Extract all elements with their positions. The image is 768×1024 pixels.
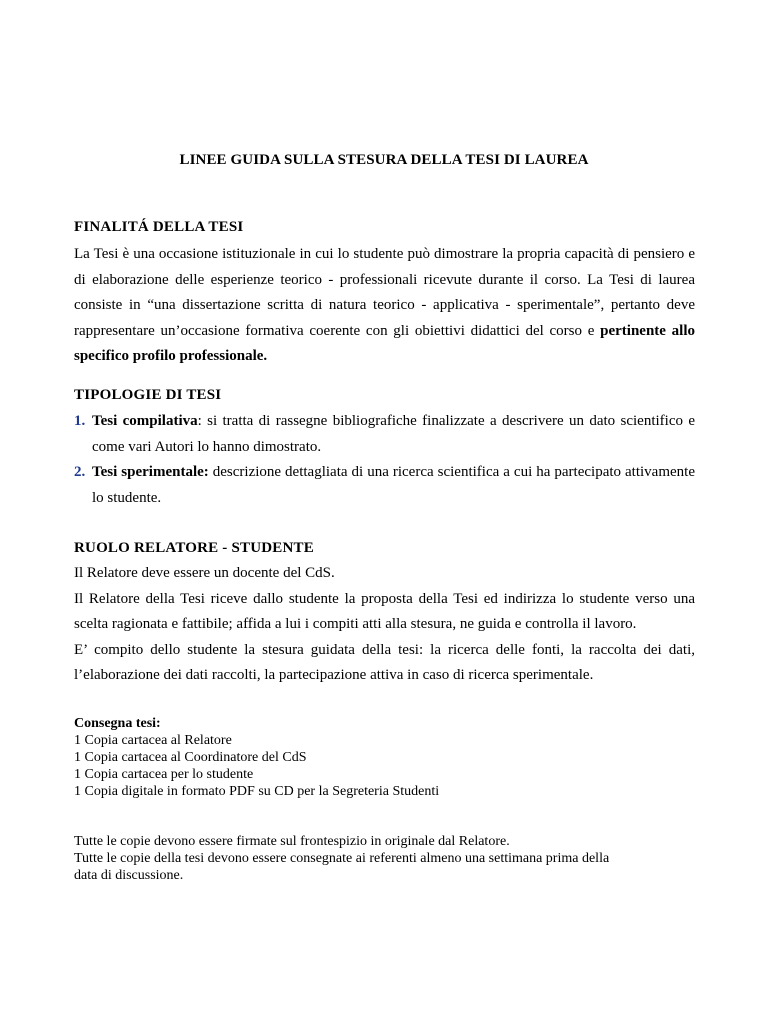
finalita-text: La Tesi è una occasione istituzionale in cui lo studente può dimostrare la propria capacità di pensiero e di elaborazione delle esperienze teorico - professionali ricevute durante il corso. La Tesi di laurea consiste in “una dissertazione scritta di natura teorico - applicativa - sperimentale”, pertanto deve rappresentare un’occasione formativa coerente con gli obiettivi didattici del corso e bbox=[74, 246, 695, 339]
list-item bbox=[74, 409, 695, 460]
consegna-item: 1 Copia cartacea al Coordinatore del CdS bbox=[74, 750, 307, 765]
ruolo-line: l’elaborazione dei dati raccolti, la partecipazione attiva in caso di ricerca sperimentale. bbox=[74, 667, 594, 683]
note-line: data di discussione. bbox=[74, 868, 184, 883]
list-number: 1. bbox=[74, 413, 86, 429]
section-heading-finalita: FINALITÁ DELLA TESI bbox=[74, 219, 244, 235]
ruolo-line: scelta ragionata e fattibile; affida a lui i compiti atti alla stesura, ne guida e controlla il lavoro. bbox=[74, 616, 637, 632]
list-item bbox=[74, 460, 695, 511]
note-line: Tutte le copie della tesi devono essere consegnate ai referenti almeno una settimana prima della bbox=[74, 851, 610, 866]
note-line: Tutte le copie devono essere firmate sul frontespizio in originale dal Relatore. bbox=[74, 834, 510, 849]
consegna-item: 1 Copia digitale in formato PDF su CD per la Segreteria Studenti bbox=[74, 784, 440, 799]
tipologie-list bbox=[74, 409, 695, 511]
consegna-block bbox=[74, 715, 714, 800]
list-term: Tesi sperimentale: bbox=[92, 464, 209, 480]
note-block bbox=[74, 833, 714, 884]
list-text: : si tratta di rassegne bibliografiche finalizzate a descrivere un dato scientifico e come vari Autori lo hanno dimostrato. bbox=[92, 413, 695, 455]
list-text: descrizione dettagliata di una ricerca scientifica a cui ha partecipato attivamente lo studente. bbox=[92, 464, 695, 506]
ruolo-line: E’ compito dello studente la stesura guidata della tesi: la ricerca delle fonti, la raccolta dei dati, bbox=[74, 641, 695, 658]
section-heading-ruolo: RUOLO RELATORE - STUDENTE bbox=[74, 540, 314, 556]
consegna-item: 1 Copia cartacea per lo studente bbox=[74, 767, 254, 782]
list-number: 2. bbox=[74, 464, 86, 480]
ruolo-paragraph bbox=[74, 561, 695, 689]
consegna-heading: Consegna tesi: bbox=[74, 716, 161, 731]
finalita-paragraph bbox=[74, 242, 695, 370]
ruolo-line: Il Relatore della Tesi riceve dallo studente la proposta della Tesi ed indirizza lo studente verso una bbox=[74, 590, 695, 607]
ruolo-line: Il Relatore deve essere un docente del CdS. bbox=[74, 565, 335, 581]
document-title: LINEE GUIDA SULLA STESURA DELLA TESI DI LAUREA bbox=[179, 152, 589, 168]
section-heading-tipologie: TIPOLOGIE DI TESI bbox=[74, 387, 222, 403]
finalita-bold-text: pertinente allo specifico profilo professionale. bbox=[74, 322, 696, 364]
consegna-item: 1 Copia cartacea al Relatore bbox=[74, 733, 232, 748]
list-term: Tesi compilativa bbox=[92, 413, 198, 429]
